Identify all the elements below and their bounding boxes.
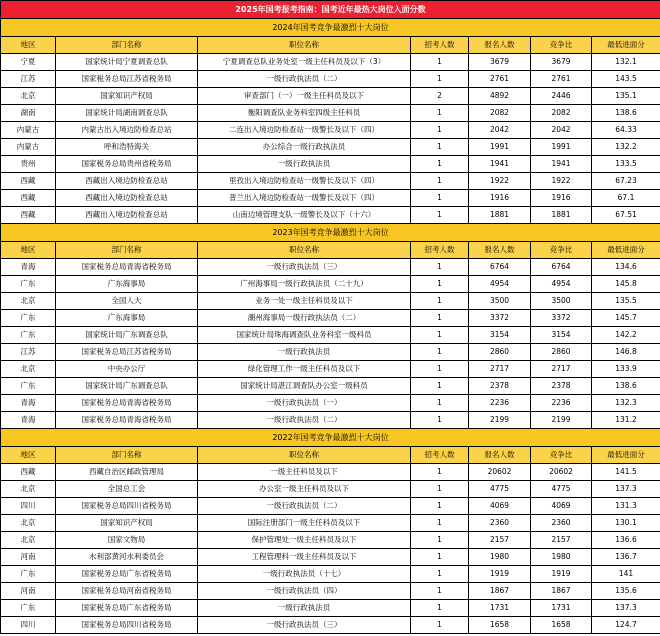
cell-region: 江苏 (1, 71, 56, 88)
cell-quota: 1 (411, 122, 469, 139)
cell-ratio: 4954 (531, 276, 592, 293)
cell-region: 北京 (1, 361, 56, 378)
cell-quota: 1 (411, 259, 469, 276)
cell-position: 业务一处一级主任科员及以下 (198, 293, 411, 310)
cell-applicants: 4069 (469, 498, 531, 515)
cell-applicants: 3500 (469, 293, 531, 310)
cell-applicants: 2717 (469, 361, 531, 378)
column-header-row (1, 242, 660, 259)
cell-applicants: 1881 (469, 207, 531, 224)
cell-applicants: 1919 (469, 566, 531, 583)
cell-applicants: 1916 (469, 190, 531, 207)
table-row (1, 122, 660, 139)
column-header-quota: 招考人数 (411, 447, 469, 464)
cell-quota: 1 (411, 549, 469, 566)
cell-min-score: 130.1 (592, 515, 660, 532)
cell-region: 青海 (1, 412, 56, 429)
cell-ratio: 2717 (531, 361, 592, 378)
cell-region: 北京 (1, 88, 56, 105)
cell-department: 国家文物局 (56, 532, 198, 549)
table-row (1, 498, 660, 515)
cell-applicants: 2199 (469, 412, 531, 429)
cell-position: 一级行政执法员 (198, 156, 411, 173)
table-row (1, 464, 660, 481)
cell-position: 一级行政执法员（十七） (198, 566, 411, 583)
column-header-position: 职位名称 (198, 37, 411, 54)
cell-position: 潮州海事局一级行政执法员（二） (198, 310, 411, 327)
cell-applicants: 2378 (469, 378, 531, 395)
cell-region: 广东 (1, 327, 56, 344)
cell-min-score: 137.3 (592, 481, 660, 498)
table-row (1, 515, 660, 532)
cell-department: 国家税务总局青海省税务局 (56, 412, 198, 429)
section-title-row (1, 429, 660, 447)
table-row (1, 156, 660, 173)
column-header-region: 地区 (1, 242, 56, 259)
cell-min-score: 131.3 (592, 498, 660, 515)
cell-applicants: 1922 (469, 173, 531, 190)
column-header-region: 地区 (1, 447, 56, 464)
cell-region: 江苏 (1, 344, 56, 361)
cell-quota: 1 (411, 310, 469, 327)
cell-quota: 1 (411, 105, 469, 122)
cell-department: 中央办公厅 (56, 361, 198, 378)
column-header-region: 地区 (1, 37, 56, 54)
cell-ratio: 1991 (531, 139, 592, 156)
cell-min-score: 142.2 (592, 327, 660, 344)
sheet-body (1, 1, 660, 634)
column-header-applicants: 报名人数 (469, 447, 531, 464)
table-row (1, 378, 660, 395)
cell-department: 西藏出入境边防检查总站 (56, 207, 198, 224)
cell-region: 北京 (1, 481, 56, 498)
column-header-applicants: 报名人数 (469, 37, 531, 54)
cell-quota: 1 (411, 207, 469, 224)
cell-department: 全国人大 (56, 293, 198, 310)
cell-applicants: 4892 (469, 88, 531, 105)
cell-quota: 1 (411, 190, 469, 207)
section-title-row (1, 224, 660, 242)
table-row (1, 71, 660, 88)
cell-department: 国家知识产权局 (56, 88, 198, 105)
table-row (1, 54, 660, 71)
cell-ratio: 4069 (531, 498, 592, 515)
cell-min-score: 133.9 (592, 361, 660, 378)
cell-department: 西藏出入境边防检查总站 (56, 190, 198, 207)
cell-region: 西藏 (1, 190, 56, 207)
cell-applicants: 20602 (469, 464, 531, 481)
cell-ratio: 2360 (531, 515, 592, 532)
table-row (1, 532, 660, 549)
cell-position: 办公室一级主任科员及以下 (198, 481, 411, 498)
cell-min-score: 137.3 (592, 600, 660, 617)
column-header-row (1, 447, 660, 464)
cell-department: 国家税务总局江苏省税务局 (56, 344, 198, 361)
cell-region: 西藏 (1, 173, 56, 190)
section-title: 2022年国考竞争最激烈十大岗位 (1, 429, 660, 447)
cell-min-score: 133.5 (592, 156, 660, 173)
cell-region: 青海 (1, 259, 56, 276)
section-title: 2023年国考竞争最激烈十大岗位 (1, 224, 660, 242)
table-row (1, 88, 660, 105)
cell-region: 内蒙古 (1, 139, 56, 156)
table-row (1, 105, 660, 122)
cell-region: 西藏 (1, 207, 56, 224)
cell-ratio: 1922 (531, 173, 592, 190)
cell-department: 全国总工会 (56, 481, 198, 498)
cell-ratio: 1881 (531, 207, 592, 224)
cell-quota: 1 (411, 498, 469, 515)
cell-quota: 1 (411, 54, 469, 71)
cell-min-score: 67.1 (592, 190, 660, 207)
cell-min-score: 136.7 (592, 549, 660, 566)
cell-position: 一级行政执法员（一） (198, 395, 411, 412)
cell-position: 衡阳调查队业务科室四级主任科员 (198, 105, 411, 122)
cell-ratio: 3372 (531, 310, 592, 327)
cell-department: 国家税务总局四川省税务局 (56, 617, 198, 634)
cell-quota: 1 (411, 378, 469, 395)
cell-position: 一级行政执法员（二） (198, 498, 411, 515)
cell-position: 一级行政执法员 (198, 344, 411, 361)
section-title-row (1, 19, 660, 37)
cell-position: 绿化管理工作一级主任科员及以下 (198, 361, 411, 378)
table-row (1, 276, 660, 293)
cell-ratio: 4775 (531, 481, 592, 498)
table-row (1, 566, 660, 583)
cell-quota: 2 (411, 88, 469, 105)
cell-region: 宁夏 (1, 54, 56, 71)
cell-department: 国家税务总局广东省税务局 (56, 600, 198, 617)
cell-region: 河南 (1, 583, 56, 600)
cell-ratio: 3500 (531, 293, 592, 310)
cell-applicants: 2236 (469, 395, 531, 412)
cell-ratio: 3679 (531, 54, 592, 71)
cell-ratio: 1731 (531, 600, 592, 617)
cell-position: 宁夏调查总队业务处室一级主任科员及以下（3） (198, 54, 411, 71)
cell-position: 山南边境管理支队一级警长及以下（十六） (198, 207, 411, 224)
cell-position: 一级行政执法员（三） (198, 617, 411, 634)
cell-min-score: 141 (592, 566, 660, 583)
cell-ratio: 3154 (531, 327, 592, 344)
cell-department: 国家统计局湖南调查总队 (56, 105, 198, 122)
cell-position: 一级行政执法员（二） (198, 412, 411, 429)
cell-min-score: 141.5 (592, 464, 660, 481)
cell-min-score: 145.7 (592, 310, 660, 327)
table-row (1, 412, 660, 429)
cell-min-score: 135.6 (592, 583, 660, 600)
cell-quota: 1 (411, 515, 469, 532)
cell-applicants: 1941 (469, 156, 531, 173)
column-header-row (1, 37, 660, 54)
cell-min-score: 132.2 (592, 139, 660, 156)
cell-region: 四川 (1, 498, 56, 515)
column-header-department: 部门名称 (56, 37, 198, 54)
table-row (1, 207, 660, 224)
cell-department: 国家知识产权局 (56, 515, 198, 532)
cell-min-score: 145.8 (592, 276, 660, 293)
cell-ratio: 1919 (531, 566, 592, 583)
cell-region: 广东 (1, 600, 56, 617)
cell-region: 河南 (1, 549, 56, 566)
table-row (1, 481, 660, 498)
cell-region: 内蒙古 (1, 122, 56, 139)
cell-quota: 1 (411, 412, 469, 429)
column-header-position: 职位名称 (198, 447, 411, 464)
cell-position: 普兰出入境边防检查站一级警长及以下（四） (198, 190, 411, 207)
cell-applicants: 3154 (469, 327, 531, 344)
cell-quota: 1 (411, 344, 469, 361)
cell-ratio: 2042 (531, 122, 592, 139)
cell-ratio: 6764 (531, 259, 592, 276)
cell-applicants: 2157 (469, 532, 531, 549)
column-header-quota: 招考人数 (411, 37, 469, 54)
cell-applicants: 1991 (469, 139, 531, 156)
cell-min-score: 132.3 (592, 395, 660, 412)
cell-min-score: 64.33 (592, 122, 660, 139)
cell-department: 国家税务总局河南省税务局 (56, 583, 198, 600)
cell-min-score: 138.6 (592, 105, 660, 122)
cell-applicants: 2761 (469, 71, 531, 88)
cell-ratio: 20602 (531, 464, 592, 481)
cell-applicants: 4954 (469, 276, 531, 293)
page-title: 2025年国考报考指南：国考近年最热大岗位入面分数 (1, 1, 660, 19)
cell-position: 一级行政执法员（四） (198, 583, 411, 600)
cell-min-score: 135.5 (592, 293, 660, 310)
table-row (1, 293, 660, 310)
cell-quota: 1 (411, 617, 469, 634)
cell-department: 西藏自治区邮政管理局 (56, 464, 198, 481)
cell-region: 北京 (1, 532, 56, 549)
cell-position: 国家统计局湛江调查队办公室一级科员 (198, 378, 411, 395)
cell-ratio: 2761 (531, 71, 592, 88)
column-header-applicants: 报名人数 (469, 242, 531, 259)
cell-applicants: 1867 (469, 583, 531, 600)
cell-department: 呼和浩特海关 (56, 139, 198, 156)
cell-position: 一级主任科员及以下 (198, 464, 411, 481)
cell-min-score: 136.6 (592, 532, 660, 549)
cell-department: 国家税务总局青海省税务局 (56, 395, 198, 412)
cell-department: 国家税务总局江苏省税务局 (56, 71, 198, 88)
table-row (1, 327, 660, 344)
cell-region: 贵州 (1, 156, 56, 173)
cell-applicants: 3679 (469, 54, 531, 71)
cell-min-score: 138.6 (592, 378, 660, 395)
cell-applicants: 2042 (469, 122, 531, 139)
cell-department: 国家税务总局广东省税务局 (56, 566, 198, 583)
table-row (1, 583, 660, 600)
cell-quota: 1 (411, 361, 469, 378)
cell-quota: 1 (411, 481, 469, 498)
table-row (1, 139, 660, 156)
cell-quota: 1 (411, 532, 469, 549)
cell-quota: 1 (411, 566, 469, 583)
cell-quota: 1 (411, 173, 469, 190)
cell-department: 国家税务总局青海省税务局 (56, 259, 198, 276)
cell-ratio: 2199 (531, 412, 592, 429)
cell-region: 广东 (1, 566, 56, 583)
table-row (1, 190, 660, 207)
cell-applicants: 1980 (469, 549, 531, 566)
cell-quota: 1 (411, 139, 469, 156)
cell-region: 广东 (1, 310, 56, 327)
cell-position: 广州海事局一级行政执法员（二十九） (198, 276, 411, 293)
cell-applicants: 4775 (469, 481, 531, 498)
cell-region: 西藏 (1, 464, 56, 481)
column-header-quota: 招考人数 (411, 242, 469, 259)
cell-ratio: 1867 (531, 583, 592, 600)
cell-department: 国家统计局广东调查总队 (56, 327, 198, 344)
cell-position: 一级行政执法员（三） (198, 259, 411, 276)
cell-position: 工程管理科一级主任科员及以下 (198, 549, 411, 566)
cell-department: 内蒙古出入境边防检查总站 (56, 122, 198, 139)
cell-department: 国家统计局广东调查总队 (56, 378, 198, 395)
cell-min-score: 134.6 (592, 259, 660, 276)
column-header-min-score: 最低进面分 (592, 37, 660, 54)
cell-quota: 1 (411, 327, 469, 344)
cell-region: 北京 (1, 293, 56, 310)
cell-ratio: 2157 (531, 532, 592, 549)
cell-department: 西藏出入境边防检查总站 (56, 173, 198, 190)
cell-ratio: 1980 (531, 549, 592, 566)
cell-min-score: 132.1 (592, 54, 660, 71)
cell-quota: 1 (411, 71, 469, 88)
table-row (1, 173, 660, 190)
column-header-min-score: 最低进面分 (592, 447, 660, 464)
cell-position: 审查部门（一）一级主任科员及以下 (198, 88, 411, 105)
cell-applicants: 1731 (469, 600, 531, 617)
table-row (1, 395, 660, 412)
cell-quota: 1 (411, 464, 469, 481)
cell-position: 一级行政执法员（二） (198, 71, 411, 88)
title-row (1, 1, 660, 19)
cell-ratio: 1941 (531, 156, 592, 173)
cell-department: 广东海事局 (56, 276, 198, 293)
cell-min-score: 67.23 (592, 173, 660, 190)
cell-ratio: 2378 (531, 378, 592, 395)
column-header-ratio: 竞争比 (531, 242, 592, 259)
cell-quota: 1 (411, 156, 469, 173)
cell-department: 水利部黄河水利委员会 (56, 549, 198, 566)
cell-department: 国家税务总局四川省税务局 (56, 498, 198, 515)
cell-position: 二连出入境边防检查站一级警长及以下（四） (198, 122, 411, 139)
cell-applicants: 2860 (469, 344, 531, 361)
cell-position: 保护管理处一级主任科员及以下 (198, 532, 411, 549)
cell-min-score: 146.8 (592, 344, 660, 361)
cell-min-score: 131.2 (592, 412, 660, 429)
cell-position: 一级行政执法员 (198, 600, 411, 617)
cell-applicants: 1658 (469, 617, 531, 634)
cell-ratio: 2860 (531, 344, 592, 361)
cell-min-score: 135.1 (592, 88, 660, 105)
cell-min-score: 143.5 (592, 71, 660, 88)
cell-applicants: 3372 (469, 310, 531, 327)
cell-applicants: 6764 (469, 259, 531, 276)
cell-quota: 1 (411, 583, 469, 600)
column-header-min-score: 最低进面分 (592, 242, 660, 259)
column-header-ratio: 竞争比 (531, 37, 592, 54)
column-header-position: 职位名称 (198, 242, 411, 259)
column-header-department: 部门名称 (56, 242, 198, 259)
cell-min-score: 67.51 (592, 207, 660, 224)
cell-region: 广东 (1, 276, 56, 293)
cell-position: 里孜出入境边防检查站一级警长及以下（四） (198, 173, 411, 190)
cell-region: 四川 (1, 617, 56, 634)
table-row (1, 361, 660, 378)
cell-ratio: 1658 (531, 617, 592, 634)
cell-quota: 1 (411, 293, 469, 310)
table-row (1, 549, 660, 566)
cell-department: 广东海事局 (56, 310, 198, 327)
cell-quota: 1 (411, 276, 469, 293)
cell-region: 青海 (1, 395, 56, 412)
table-row (1, 310, 660, 327)
cell-region: 北京 (1, 515, 56, 532)
cell-region: 广东 (1, 378, 56, 395)
cell-quota: 1 (411, 395, 469, 412)
cell-position: 办公综合一级行政执法员 (198, 139, 411, 156)
cell-position: 国际注册部门一级主任科员及以下 (198, 515, 411, 532)
cell-region: 湖南 (1, 105, 56, 122)
section-title: 2024年国考竞争最激烈十大岗位 (1, 19, 660, 37)
cell-ratio: 2082 (531, 105, 592, 122)
column-header-ratio: 竞争比 (531, 447, 592, 464)
cell-applicants: 2082 (469, 105, 531, 122)
table-row (1, 617, 660, 634)
table-row (1, 344, 660, 361)
cell-department: 国家统计局宁夏调查总队 (56, 54, 198, 71)
cell-department: 国家税务总局贵州省税务局 (56, 156, 198, 173)
column-header-department: 部门名称 (56, 447, 198, 464)
cell-ratio: 2236 (531, 395, 592, 412)
table-row (1, 259, 660, 276)
cell-ratio: 1916 (531, 190, 592, 207)
cell-quota: 1 (411, 600, 469, 617)
cell-applicants: 2360 (469, 515, 531, 532)
cell-ratio: 2446 (531, 88, 592, 105)
table-row (1, 600, 660, 617)
cell-position: 国家统计局珠海调查队业务科室一级科员 (198, 327, 411, 344)
cell-min-score: 124.7 (592, 617, 660, 634)
